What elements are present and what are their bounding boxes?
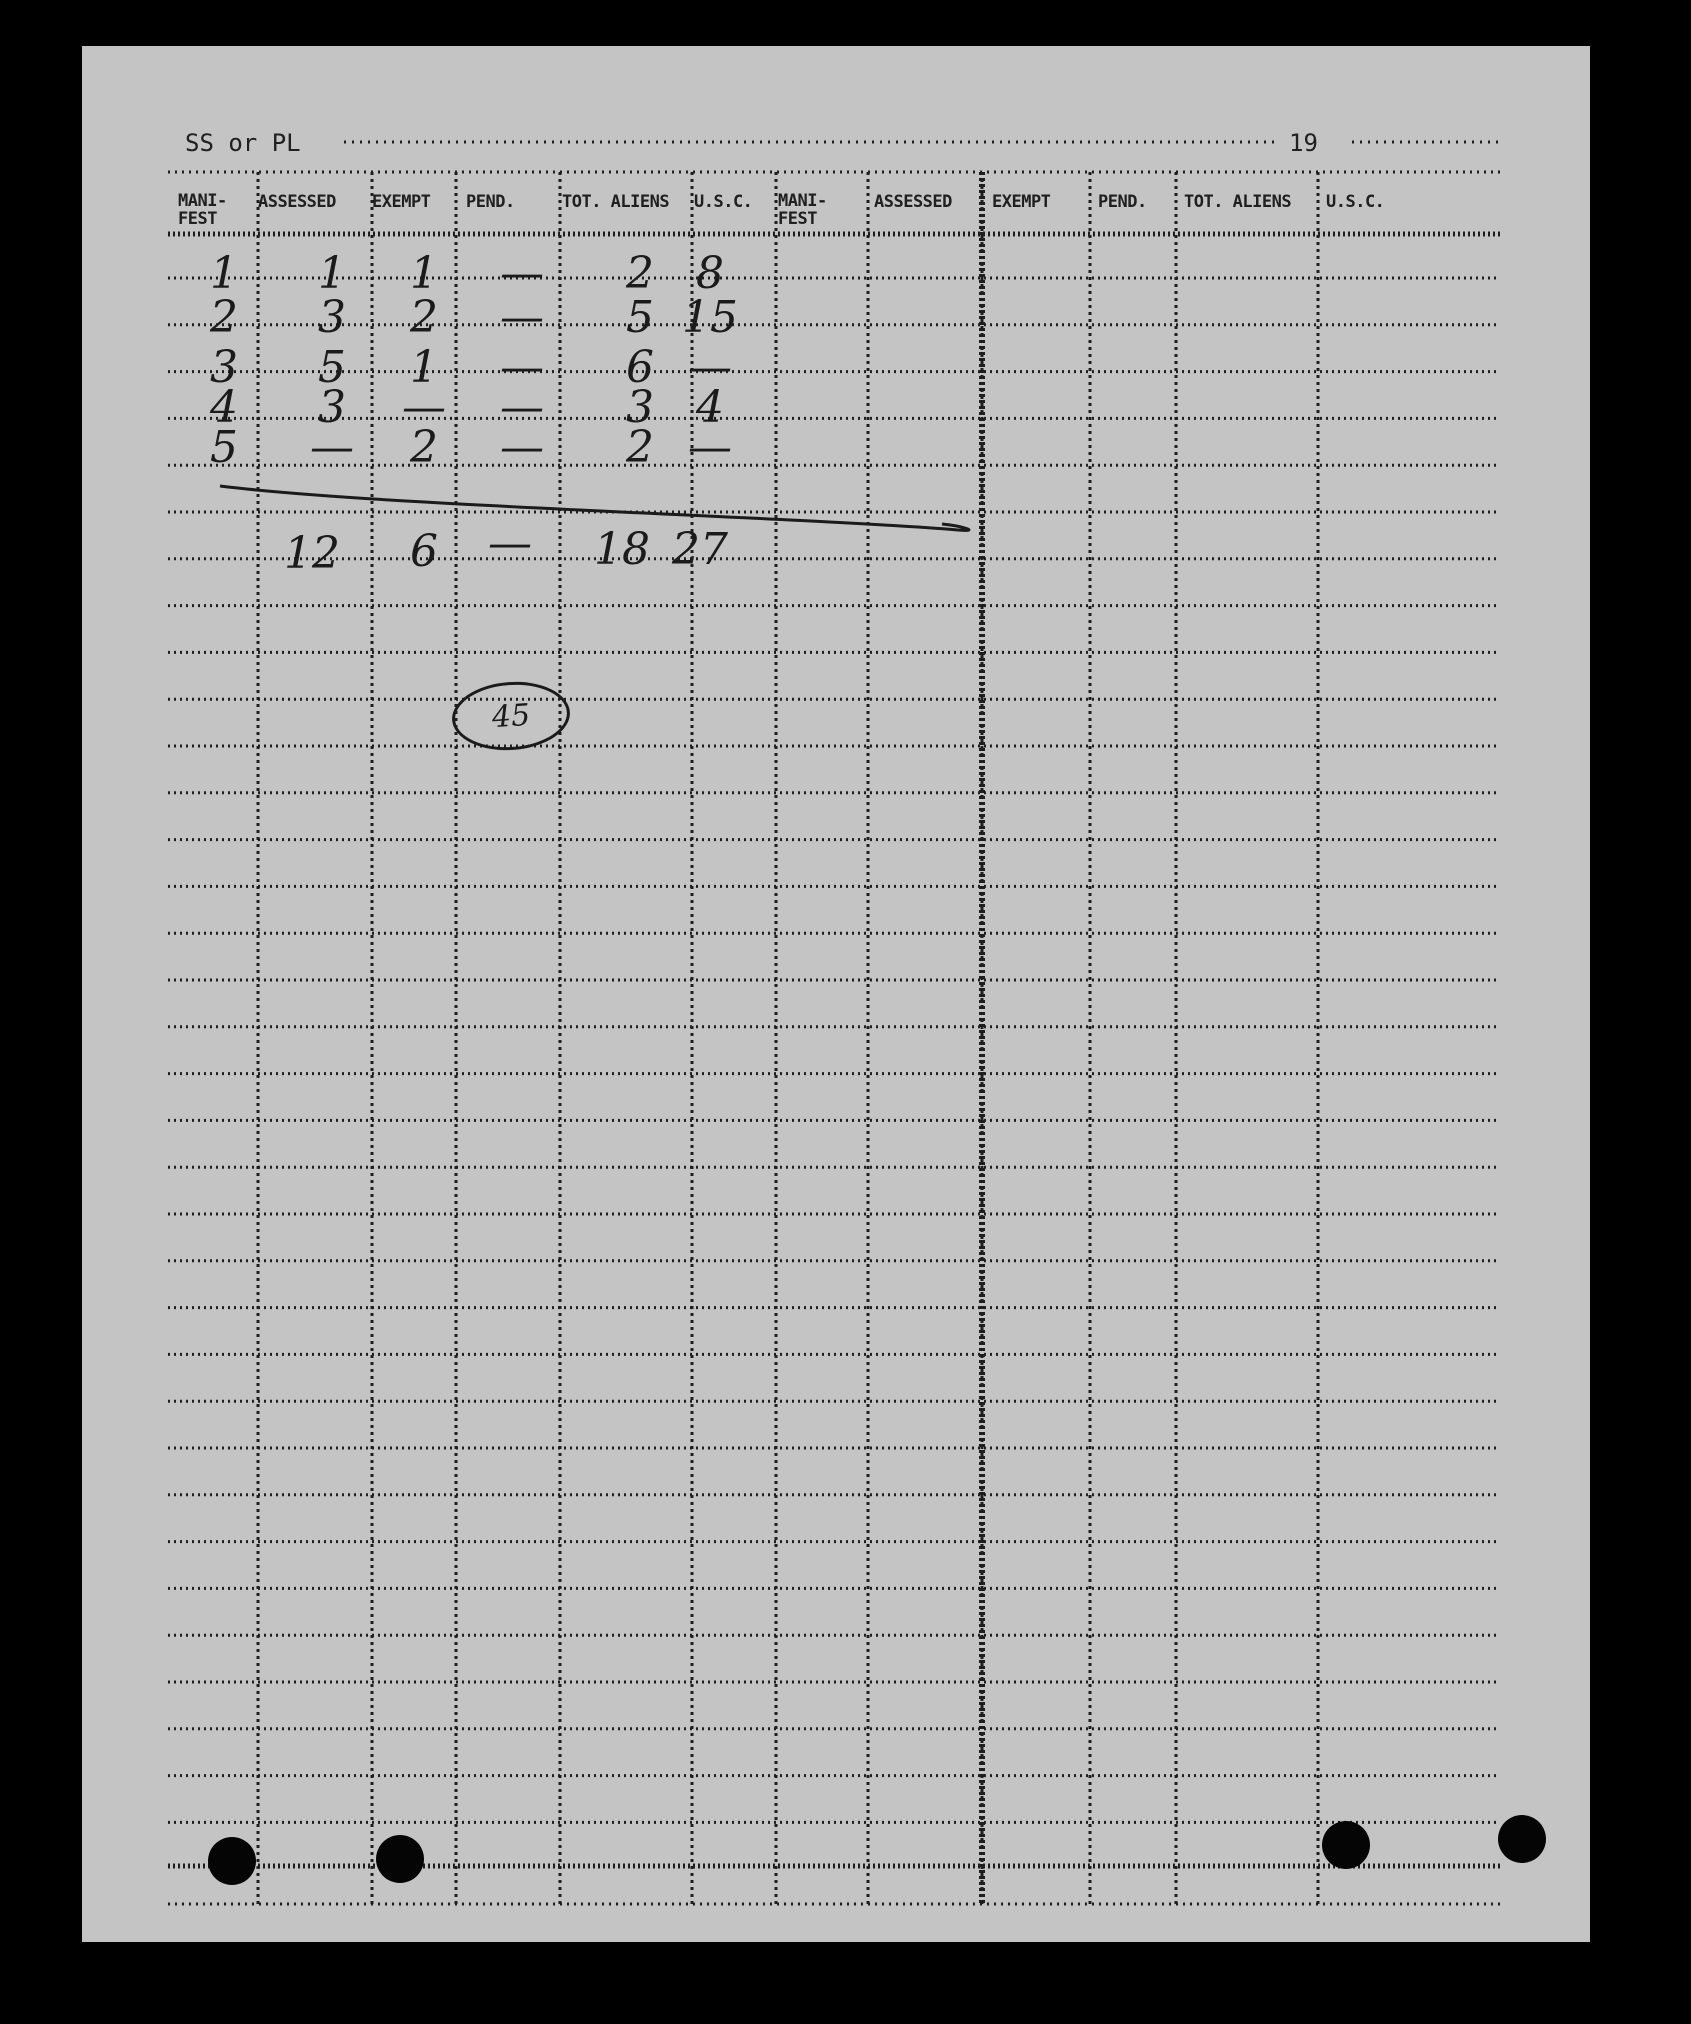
form-sheet [82, 46, 1590, 1942]
col-header-usc: U.S.C. [694, 192, 753, 212]
entry-tot-aliens: 3 [626, 382, 654, 433]
col-header-usc-2: U.S.C. [1326, 192, 1385, 212]
total-tot-aliens: 18 [594, 524, 650, 575]
entry-manifest: 5 [210, 422, 238, 473]
entry-usc: — [688, 342, 732, 393]
col-header-assessed-2: ASSESSED [874, 192, 952, 212]
entry-exempt: 1 [410, 342, 438, 393]
entry-pend: — [500, 342, 544, 393]
entry-assessed: 5 [318, 342, 346, 393]
col-header-manifest: MANI- FEST [178, 191, 227, 229]
col-header-exempt: EXEMPT [372, 192, 431, 212]
entry-pend: — [500, 292, 544, 343]
entry-exempt: 1 [410, 248, 438, 299]
entry-pend: — [500, 382, 544, 433]
entry-tot-aliens: 2 [626, 422, 654, 473]
entry-usc: 8 [696, 248, 724, 299]
entry-tot-aliens: 5 [626, 292, 654, 343]
total-pend: — [488, 518, 532, 569]
col-header-manifest-2: MANI- FEST [778, 191, 827, 229]
col-header-tot-aliens-2: TOT. ALIENS [1184, 192, 1292, 212]
entry-tot-aliens: 2 [626, 248, 654, 299]
entry-pend: — [500, 422, 544, 473]
punch-hole [376, 1835, 424, 1883]
entry-manifest: 2 [210, 292, 238, 343]
total-exempt: 6 [410, 526, 438, 577]
entry-assessed: 3 [318, 382, 346, 433]
entry-manifest: 4 [210, 382, 238, 433]
entry-assessed: — [310, 422, 354, 473]
form-grid [82, 46, 1590, 1942]
total-assessed: 12 [284, 528, 340, 579]
entry-exempt: — [402, 382, 446, 433]
ss-or-pl-label: SS or PL [185, 129, 301, 157]
entry-usc: 4 [696, 382, 724, 433]
punch-hole [1498, 1815, 1546, 1863]
entry-exempt: 2 [410, 292, 438, 343]
entry-exempt: 2 [410, 422, 438, 473]
punch-hole [1322, 1821, 1370, 1869]
entry-manifest: 3 [210, 342, 238, 393]
entry-manifest: 1 [210, 248, 238, 299]
entry-usc: — [688, 422, 732, 473]
total-usc: 27 [672, 524, 728, 575]
circled-grand-total: 45 [450, 678, 572, 754]
punch-hole [208, 1837, 256, 1885]
entry-tot-aliens: 6 [626, 342, 654, 393]
entry-pend: — [500, 248, 544, 299]
col-header-assessed: ASSESSED [258, 192, 336, 212]
col-header-pend: PEND. [466, 192, 515, 212]
entry-assessed: 3 [318, 292, 346, 343]
year-label: 19 [1289, 129, 1318, 157]
col-header-pend-2: PEND. [1098, 192, 1147, 212]
entry-assessed: 1 [318, 248, 346, 299]
entry-usc: 15 [682, 292, 738, 343]
col-header-tot-aliens: TOT. ALIENS [562, 192, 670, 212]
col-header-exempt-2: EXEMPT [992, 192, 1051, 212]
